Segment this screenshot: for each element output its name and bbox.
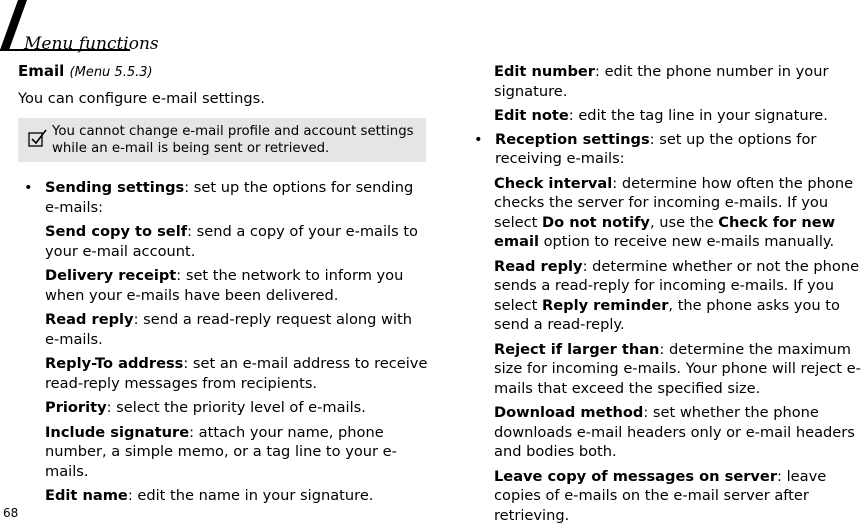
item-desc: , the phone asks you to send a read-reply. — [494, 297, 840, 334]
right-column — [468, 62, 866, 525]
item-label: Priority — [45, 399, 107, 416]
bullet-reception-settings — [468, 130, 866, 169]
section-title: Email — [18, 62, 64, 80]
item-desc: : send a read-reply request along with e-mails. — [45, 311, 412, 348]
item-desc: : set whether the phone downloads e-mail headers only or e-mail headers and bodies both. — [494, 404, 855, 460]
item-desc: : determine whether or not the phone sends a read-reply for incoming e-mails. If you select — [494, 258, 859, 314]
item-label: Check interval — [494, 175, 612, 192]
item-desc: : attach your name, phone number, a simple memo, or a tag line to your e-mails. — [45, 424, 397, 480]
list-item — [468, 257, 866, 335]
item-desc: : send a copy of your e-mails to your e-mail account. — [45, 223, 418, 260]
item-label: Reception settings — [495, 131, 650, 148]
item-desc: : edit the name in your signature. — [128, 487, 374, 504]
option-name: Check for new email — [494, 214, 835, 251]
item-desc: : determine how often the phone checks the server for incoming e-mails. If you select — [494, 175, 853, 231]
item-desc: : determine the maximum size for incoming e-mails. Your phone will reject e-mails that exceed the specified size. — [494, 341, 861, 397]
item-label: Edit name — [45, 487, 128, 504]
bullet-dot: • — [474, 130, 483, 150]
item-desc: : set an e-mail address to receive read-reply messages from recipients. — [45, 355, 427, 392]
item-label: Read reply — [494, 258, 583, 275]
bullet-sending-settings — [18, 178, 428, 217]
left-column — [18, 62, 428, 506]
item-label: Read reply — [45, 311, 134, 328]
item-label: Leave copy of messages on server — [494, 468, 777, 485]
menu-reference: (Menu 5.5.3) — [70, 65, 153, 80]
page-header — [0, 0, 866, 60]
list-item — [18, 310, 428, 349]
item-desc: , use the — [650, 214, 718, 231]
list-item — [18, 486, 428, 506]
item-label: Send copy to self — [45, 223, 187, 240]
list-item — [468, 106, 866, 126]
item-label: Sending settings — [45, 179, 184, 196]
item-label: Include signature — [45, 424, 189, 441]
list-item — [18, 354, 428, 393]
item-desc: : set up the options for receiving e-mails: — [495, 131, 816, 168]
list-item — [468, 340, 866, 399]
list-item — [468, 467, 866, 525]
item-label: Edit note — [494, 107, 569, 124]
option-name: Reply reminder — [542, 297, 668, 314]
list-item — [18, 423, 428, 482]
section-intro: You can configure e-mail settings. — [18, 89, 428, 109]
item-label: Edit number — [494, 63, 595, 80]
note-check-icon — [28, 128, 48, 148]
option-name: Do not notify — [542, 214, 650, 231]
item-desc: : leave copies of e-mails on the e-mail server after retrieving. — [494, 468, 826, 524]
item-label: Delivery receipt — [45, 267, 176, 284]
header-title: Menu functions — [24, 35, 159, 55]
item-desc: : set up the options for sending e-mails: — [45, 179, 413, 216]
item-desc: : set the network to inform you when your e-mails have been delivered. — [45, 267, 403, 304]
list-item — [18, 398, 428, 418]
list-item — [18, 222, 428, 261]
item-desc: option to receive new e-mails manually. — [539, 233, 834, 250]
item-label: Reject if larger than — [494, 341, 659, 358]
item-label: Reply-To address — [45, 355, 183, 372]
page-number: 68 — [3, 504, 18, 524]
list-item — [468, 403, 866, 462]
list-item — [468, 62, 866, 101]
section-heading — [18, 62, 428, 83]
item-desc: : edit the tag line in your signature. — [569, 107, 828, 124]
note-text: You cannot change e-mail profile and account settings while an e-mail is being sent or retrieved. — [52, 123, 422, 157]
note-box — [18, 118, 426, 162]
list-item — [18, 266, 428, 305]
item-desc: : select the priority level of e-mails. — [107, 399, 366, 416]
item-desc: : edit the phone number in your signature. — [494, 63, 828, 100]
list-item — [468, 174, 866, 252]
bullet-dot: • — [24, 178, 33, 198]
item-label: Download method — [494, 404, 643, 421]
